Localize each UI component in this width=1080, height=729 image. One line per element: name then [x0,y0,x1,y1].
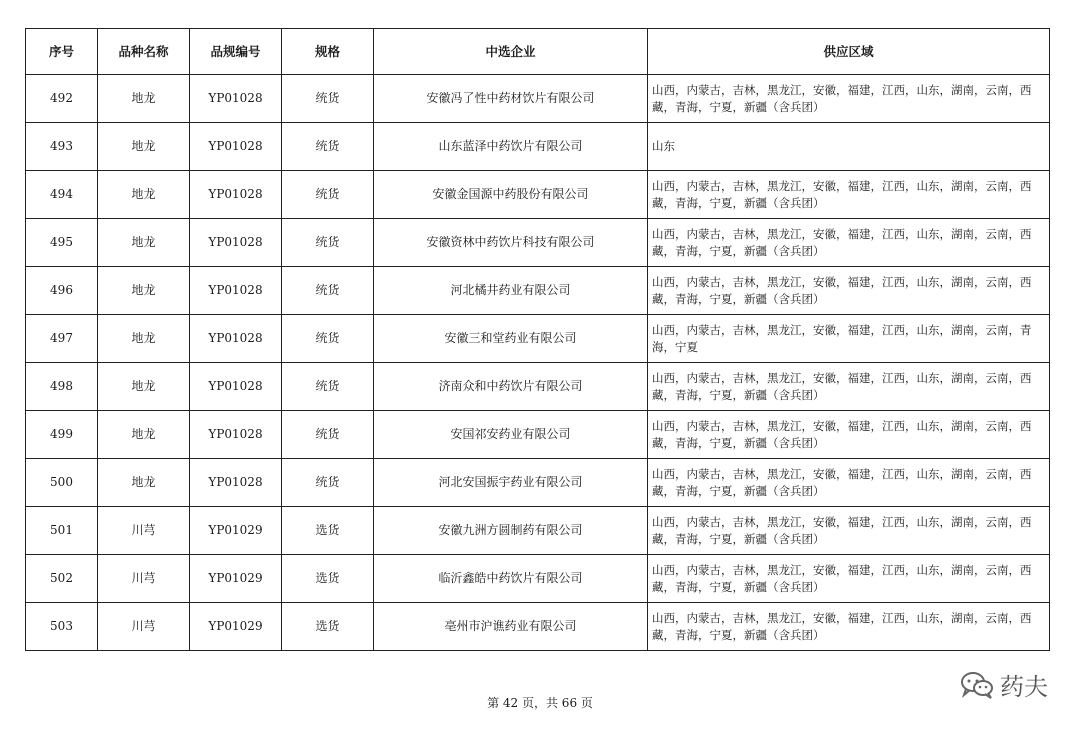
table-row [26,315,1050,363]
cell-variety: 地龙 [98,267,190,315]
cell-variety: 地龙 [98,171,190,219]
table-row [26,75,1050,123]
cell-variety: 地龙 [98,411,190,459]
cell-region: 山西，内蒙古，吉林，黑龙江，安徽，福建，江西，山东，湖南，云南，西藏，青海，宁夏，新疆（含兵团） [648,507,1050,555]
cell-code: YP01028 [190,459,282,507]
table-row [26,219,1050,267]
cell-company: 山东蓝泽中药饮片有限公司 [374,123,648,171]
cell-region: 山西，内蒙古，吉林，黑龙江，安徽，福建，江西，山东，湖南，云南，西藏，青海，宁夏，新疆（含兵团） [648,363,1050,411]
cell-code: YP01028 [190,219,282,267]
cell-spec: 统货 [282,459,374,507]
cell-code: YP01028 [190,315,282,363]
cell-company: 安徽三和堂药业有限公司 [374,315,648,363]
cell-code: YP01028 [190,267,282,315]
table-row [26,123,1050,171]
table-row [26,507,1050,555]
cell-company: 安徽冯了性中药材饮片有限公司 [374,75,648,123]
cell-region: 山西，内蒙古，吉林，黑龙江，安徽，福建，江西，山东，湖南，云南，西藏，青海，宁夏，新疆（含兵团） [648,555,1050,603]
cell-serial: 501 [26,507,98,555]
table-header-row [26,29,1050,75]
cell-company: 河北安国振宇药业有限公司 [374,459,648,507]
cell-serial: 496 [26,267,98,315]
cell-region: 山西，内蒙古，吉林，黑龙江，安徽，福建，江西，山东，湖南，云南，青海，宁夏 [648,315,1050,363]
cell-variety: 川芎 [98,603,190,651]
table-row [26,363,1050,411]
cell-serial: 503 [26,603,98,651]
cell-region: 山西，内蒙古，吉林，黑龙江，安徽，福建，江西，山东，湖南，云南，西藏，青海，宁夏，新疆（含兵团） [648,75,1050,123]
cell-company: 安徽资林中药饮片科技有限公司 [374,219,648,267]
cell-variety: 地龙 [98,123,190,171]
cell-variety: 川芎 [98,555,190,603]
cell-region: 山西，内蒙古，吉林，黑龙江，安徽，福建，江西，山东，湖南，云南，西藏，青海，宁夏，新疆（含兵团） [648,267,1050,315]
cell-region: 山东 [648,123,1050,171]
cell-serial: 495 [26,219,98,267]
table-row [26,555,1050,603]
cell-serial: 494 [26,171,98,219]
cell-company: 安徽九洲方圆制药有限公司 [374,507,648,555]
table-body [26,75,1050,651]
cell-company: 亳州市沪谯药业有限公司 [374,603,648,651]
col-header-spec: 规格 [282,29,374,75]
col-header-serial: 序号 [26,29,98,75]
wechat-icon [960,671,994,699]
cell-variety: 地龙 [98,75,190,123]
cell-variety: 地龙 [98,459,190,507]
cell-company: 临沂鑫皓中药饮片有限公司 [374,555,648,603]
cell-spec: 统货 [282,363,374,411]
cell-company: 河北橘井药业有限公司 [374,267,648,315]
cell-spec: 选货 [282,603,374,651]
cell-variety: 川芎 [98,507,190,555]
cell-spec: 统货 [282,171,374,219]
col-header-region: 供应区域 [648,29,1050,75]
cell-serial: 493 [26,123,98,171]
table-row [26,603,1050,651]
procurement-table [25,28,1050,651]
table-row [26,411,1050,459]
cell-spec: 统货 [282,267,374,315]
cell-spec: 统货 [282,411,374,459]
cell-region: 山西，内蒙古，吉林，黑龙江，安徽，福建，江西，山东，湖南，云南，西藏，青海，宁夏，新疆（含兵团） [648,603,1050,651]
cell-code: YP01028 [190,363,282,411]
col-header-code: 品规编号 [190,29,282,75]
cell-variety: 地龙 [98,315,190,363]
cell-company: 济南众和中药饮片有限公司 [374,363,648,411]
watermark [960,667,1048,702]
cell-spec: 统货 [282,123,374,171]
cell-spec: 选货 [282,507,374,555]
cell-code: YP01029 [190,507,282,555]
cell-serial: 497 [26,315,98,363]
cell-code: YP01029 [190,603,282,651]
watermark-text: 药夫 [1000,673,1048,701]
cell-serial: 492 [26,75,98,123]
cell-serial: 498 [26,363,98,411]
cell-serial: 502 [26,555,98,603]
cell-company: 安国祁安药业有限公司 [374,411,648,459]
cell-region: 山西，内蒙古，吉林，黑龙江，安徽，福建，江西，山东，湖南，云南，西藏，青海，宁夏，新疆（含兵团） [648,219,1050,267]
cell-code: YP01028 [190,75,282,123]
page-number: 第 42 页，共 66 页 [487,696,593,710]
cell-variety: 地龙 [98,219,190,267]
cell-region: 山西，内蒙古，吉林，黑龙江，安徽，福建，江西，山东，湖南，云南，西藏，青海，宁夏，新疆（含兵团） [648,171,1050,219]
col-header-company: 中选企业 [374,29,648,75]
cell-serial: 500 [26,459,98,507]
cell-company: 安徽金国源中药股份有限公司 [374,171,648,219]
cell-code: YP01028 [190,411,282,459]
cell-spec: 统货 [282,75,374,123]
cell-code: YP01028 [190,171,282,219]
table-row [26,267,1050,315]
table-row [26,459,1050,507]
cell-serial: 499 [26,411,98,459]
cell-spec: 统货 [282,219,374,267]
cell-code: YP01029 [190,555,282,603]
col-header-variety: 品种名称 [98,29,190,75]
cell-code: YP01028 [190,123,282,171]
table-row [26,171,1050,219]
cell-spec: 选货 [282,555,374,603]
cell-spec: 统货 [282,315,374,363]
cell-region: 山西，内蒙古，吉林，黑龙江，安徽，福建，江西，山东，湖南，云南，西藏，青海，宁夏，新疆（含兵团） [648,411,1050,459]
cell-region: 山西，内蒙古，吉林，黑龙江，安徽，福建，江西，山东，湖南，云南，西藏，青海，宁夏，新疆（含兵团） [648,459,1050,507]
cell-variety: 地龙 [98,363,190,411]
